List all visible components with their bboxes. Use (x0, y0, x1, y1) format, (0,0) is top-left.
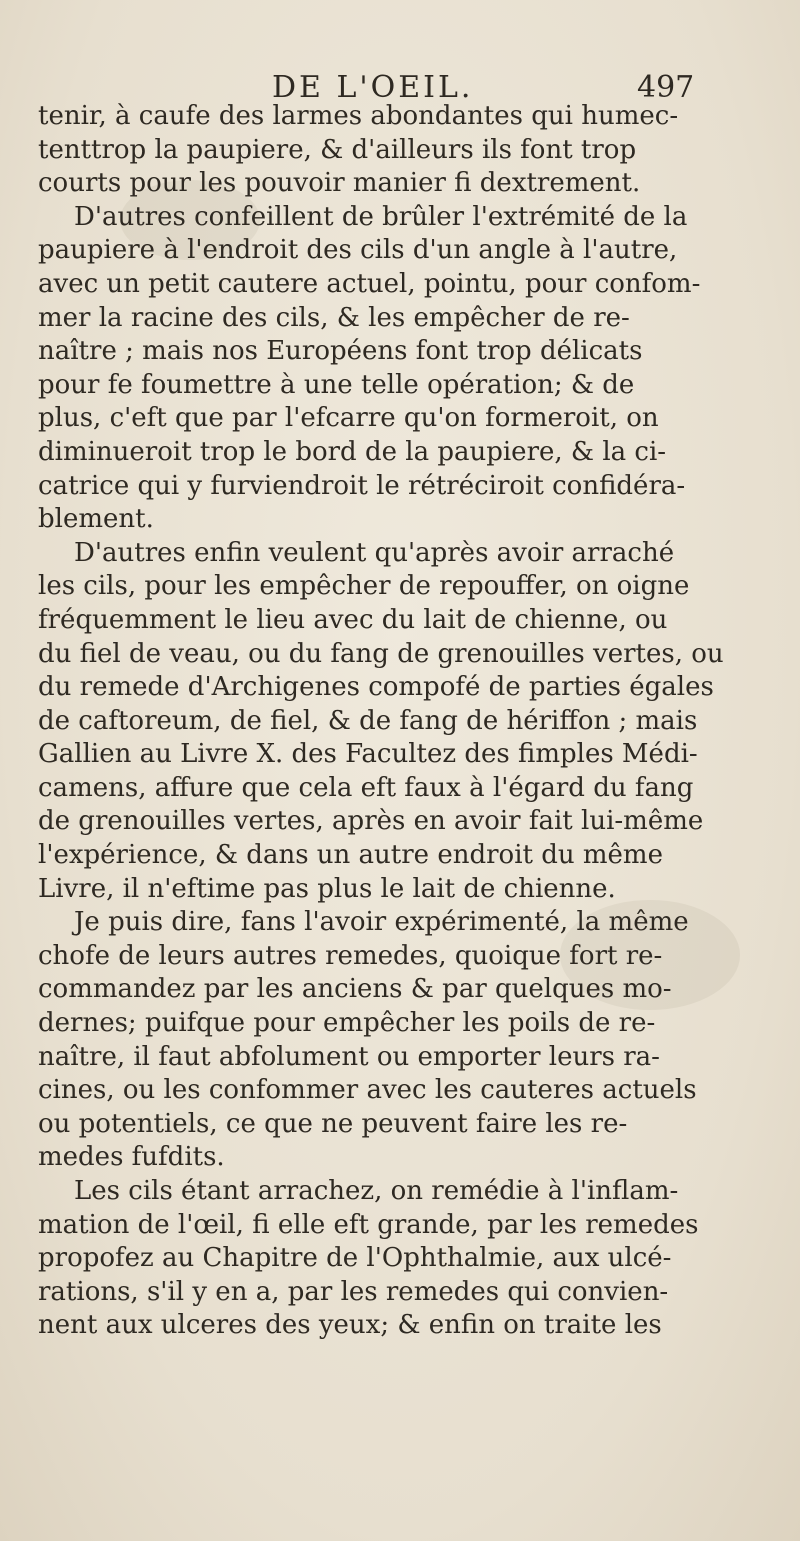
text-line: propofez au Chapitre de l'Ophthalmie, aux ulcé- (38, 1243, 672, 1274)
text-line: blement. (38, 504, 154, 535)
text-line: Livre, il n'eftime pas plus le lait de chienne. (38, 873, 616, 904)
running-title: DE L'OEIL. (272, 70, 474, 105)
text-line: D'autres enfin veulent qu'après avoir arraché (74, 537, 675, 568)
text-line: avec un petit cautere actuel, pointu, pour confom- (38, 268, 701, 299)
text-line: du fiel de veau, ou du fang de grenouilles vertes, ou (38, 638, 724, 669)
text-line: naître ; mais nos Européens font trop délicats (38, 336, 643, 367)
text-line: diminueroit trop le bord de la paupiere, & la ci- (38, 436, 667, 467)
text-line: dernes; puifque pour empêcher les poils de re- (38, 1008, 656, 1039)
text-line: courts pour les pouvoir manier fi dextrement. (38, 168, 641, 199)
text-line: pour fe foumettre à une telle opération; & de (38, 369, 635, 400)
body-text (38, 100, 760, 1343)
text-line: nent aux ulceres des yeux; & enfin on traite les (38, 1310, 662, 1341)
text-line: camens, affure que cela eft faux à l'égard du fang (38, 772, 694, 803)
text-line: les cils, pour les empêcher de repouffer, on oigne (38, 571, 690, 602)
text-line: de grenouilles vertes, après en avoir fait lui-même (38, 806, 704, 837)
text-line: paupiere à l'endroit des cils d'un angle à l'autre, (38, 235, 678, 266)
text-line: de caftoreum, de fiel, & de fang de hériffon ; mais (38, 705, 698, 736)
text-line: Les cils étant arrachez, on remédie à l'inflam- (74, 1176, 679, 1206)
text-line: Gallien au Livre X. des Facultez des fimples Médi- (38, 739, 698, 770)
text-line: fréquemment le lieu avec du lait de chienne, ou (38, 604, 668, 635)
text-line: naître, il faut abfolument ou emporter leurs ra- (38, 1041, 660, 1072)
page-header (0, 70, 800, 104)
text-line: du remede d'Archigenes compofé de parties égales (38, 672, 714, 703)
text-line: tenttrop la paupiere, & d'ailleurs ils font trop (38, 134, 637, 165)
text-line: chofe de leurs autres remedes, quoique fort re- (38, 940, 663, 971)
text-line: mer la racine des cils, & les empêcher de re- (38, 302, 630, 333)
page-number: 497 (637, 70, 695, 105)
text-line: rations, s'il y en a, par les remedes qui convien- (38, 1276, 669, 1307)
text-line: mation de l'œil, fi elle eft grande, par les remedes (38, 1209, 699, 1240)
text-line: D'autres confeillent de brûler l'extrémité de la (74, 201, 688, 232)
text-line: ou potentiels, ce que ne peuvent faire les re- (38, 1108, 628, 1139)
text-line: plus, c'eft que par l'efcarre qu'on formeroit, on (38, 403, 659, 434)
text-line: catrice qui y furviendroit le rétréciroit confidéra- (38, 470, 686, 501)
text-line: commandez par les anciens & par quelques mo- (38, 974, 672, 1005)
text-line: medes fufdits. (38, 1142, 225, 1173)
text-line: tenir, à caufe des larmes abondantes qui humec- (38, 101, 679, 131)
text-line: l'expérience, & dans un autre endroit du même (38, 840, 663, 871)
text-line: Je puis dire, fans l'avoir expérimenté, la même (74, 907, 689, 938)
text-line: cines, ou les confommer avec les cauteres actuels (38, 1075, 697, 1106)
